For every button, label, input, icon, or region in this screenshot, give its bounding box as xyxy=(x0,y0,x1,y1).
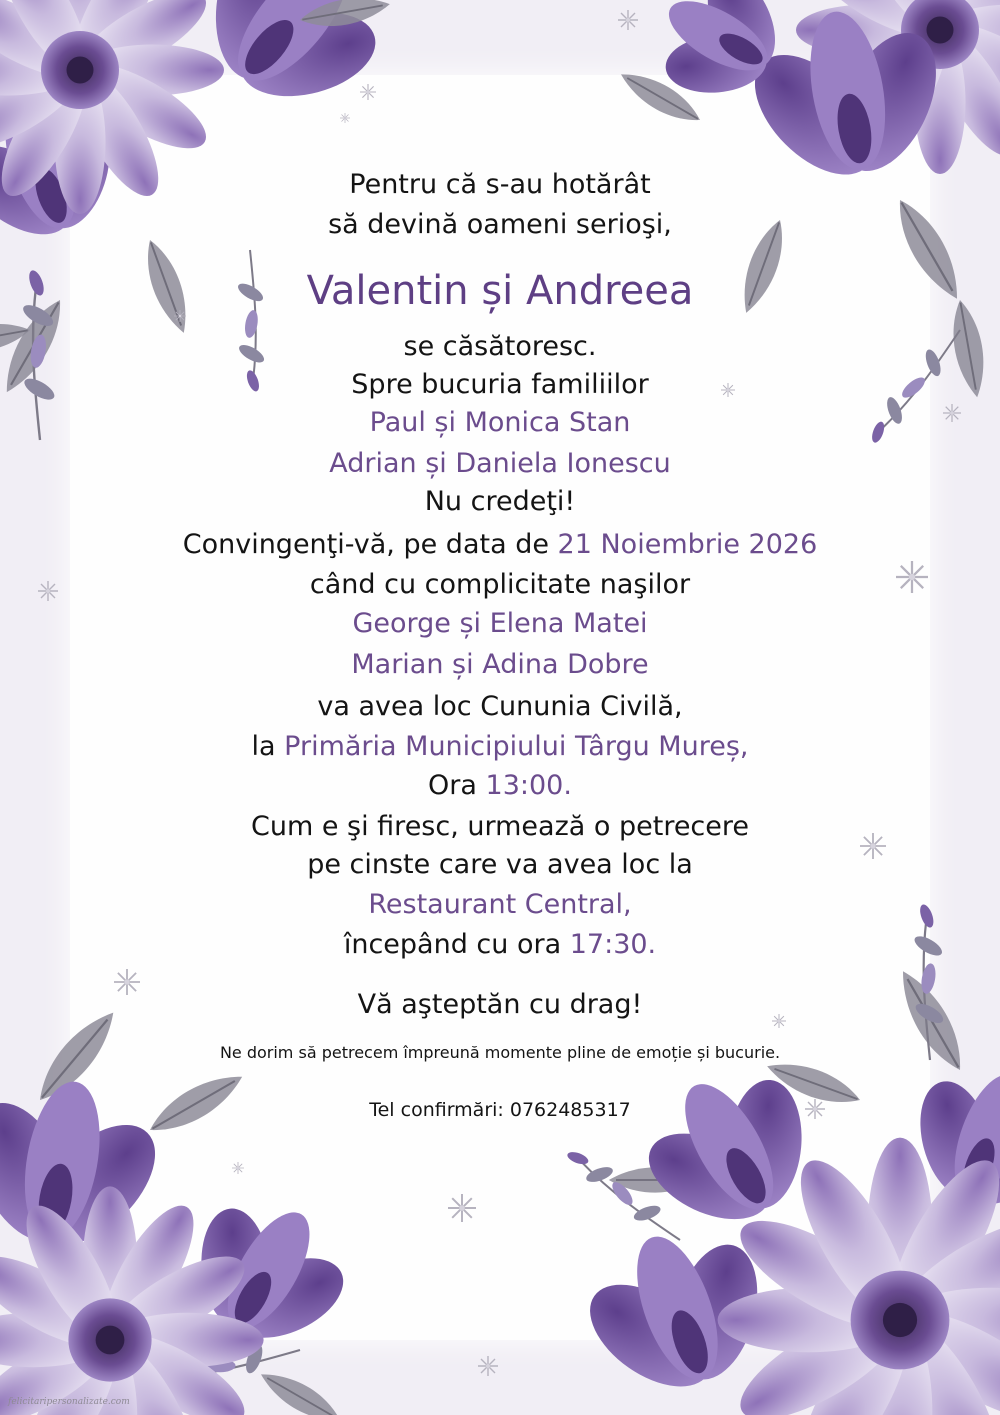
couple-names: Valentin și Andreea xyxy=(306,268,694,314)
civil-ceremony-line: va avea loc Cununia Civilă, xyxy=(317,691,683,722)
party-hour: 17:30. xyxy=(569,929,657,960)
civil-venue: Primăria Municipiului Târgu Mureș, xyxy=(284,731,749,762)
godparents-2: Marian și Adina Dobre xyxy=(351,649,649,680)
party-line-2: pe cinste care va avea loc la xyxy=(307,849,693,880)
wedding-date: 21 Noiembrie 2026 xyxy=(557,529,818,560)
godparents-1: George și Elena Matei xyxy=(352,608,648,639)
wish-line: Ne dorim să petrecem împreună momente pline de emoție și bucurie. xyxy=(219,1043,781,1062)
party-hour-line xyxy=(0,928,1000,962)
phone-line: Tel confirmări: 0762485317 xyxy=(369,1099,631,1121)
venue-prefix: la xyxy=(251,731,276,762)
party-line-1: Cum e şi firesc, urmează o petrecere xyxy=(250,811,750,842)
closing-line: Vă aşteptăn cu drag! xyxy=(357,989,643,1020)
family-2: Adrian și Daniela Ionescu xyxy=(329,448,671,479)
date-prefix: Convingenţi-vă, pe data de xyxy=(182,529,549,560)
party-venue: Restaurant Central, xyxy=(368,889,632,920)
party-hour-prefix: începând cu ora xyxy=(343,929,562,960)
intro-line-2: să devină oameni serioşi, xyxy=(328,209,672,240)
intro-line-1: Pentru că s-au hotărât xyxy=(349,169,651,200)
watermark: felicitaripersonalizate.com xyxy=(8,1397,130,1407)
civil-hour-line xyxy=(0,769,1000,803)
date-line xyxy=(0,528,1000,562)
families-intro: Spre bucuria familiilor xyxy=(351,369,649,400)
civil-hour: 13:00. xyxy=(485,770,572,801)
hour-label: Ora xyxy=(428,770,477,801)
marry-line: se căsătoresc. xyxy=(403,331,597,362)
civil-venue-line xyxy=(0,730,1000,764)
godparents-intro: când cu complicitate naşilor xyxy=(309,569,691,600)
family-1: Paul și Monica Stan xyxy=(369,407,631,438)
disbelief-line: Nu credeţi! xyxy=(424,486,576,517)
